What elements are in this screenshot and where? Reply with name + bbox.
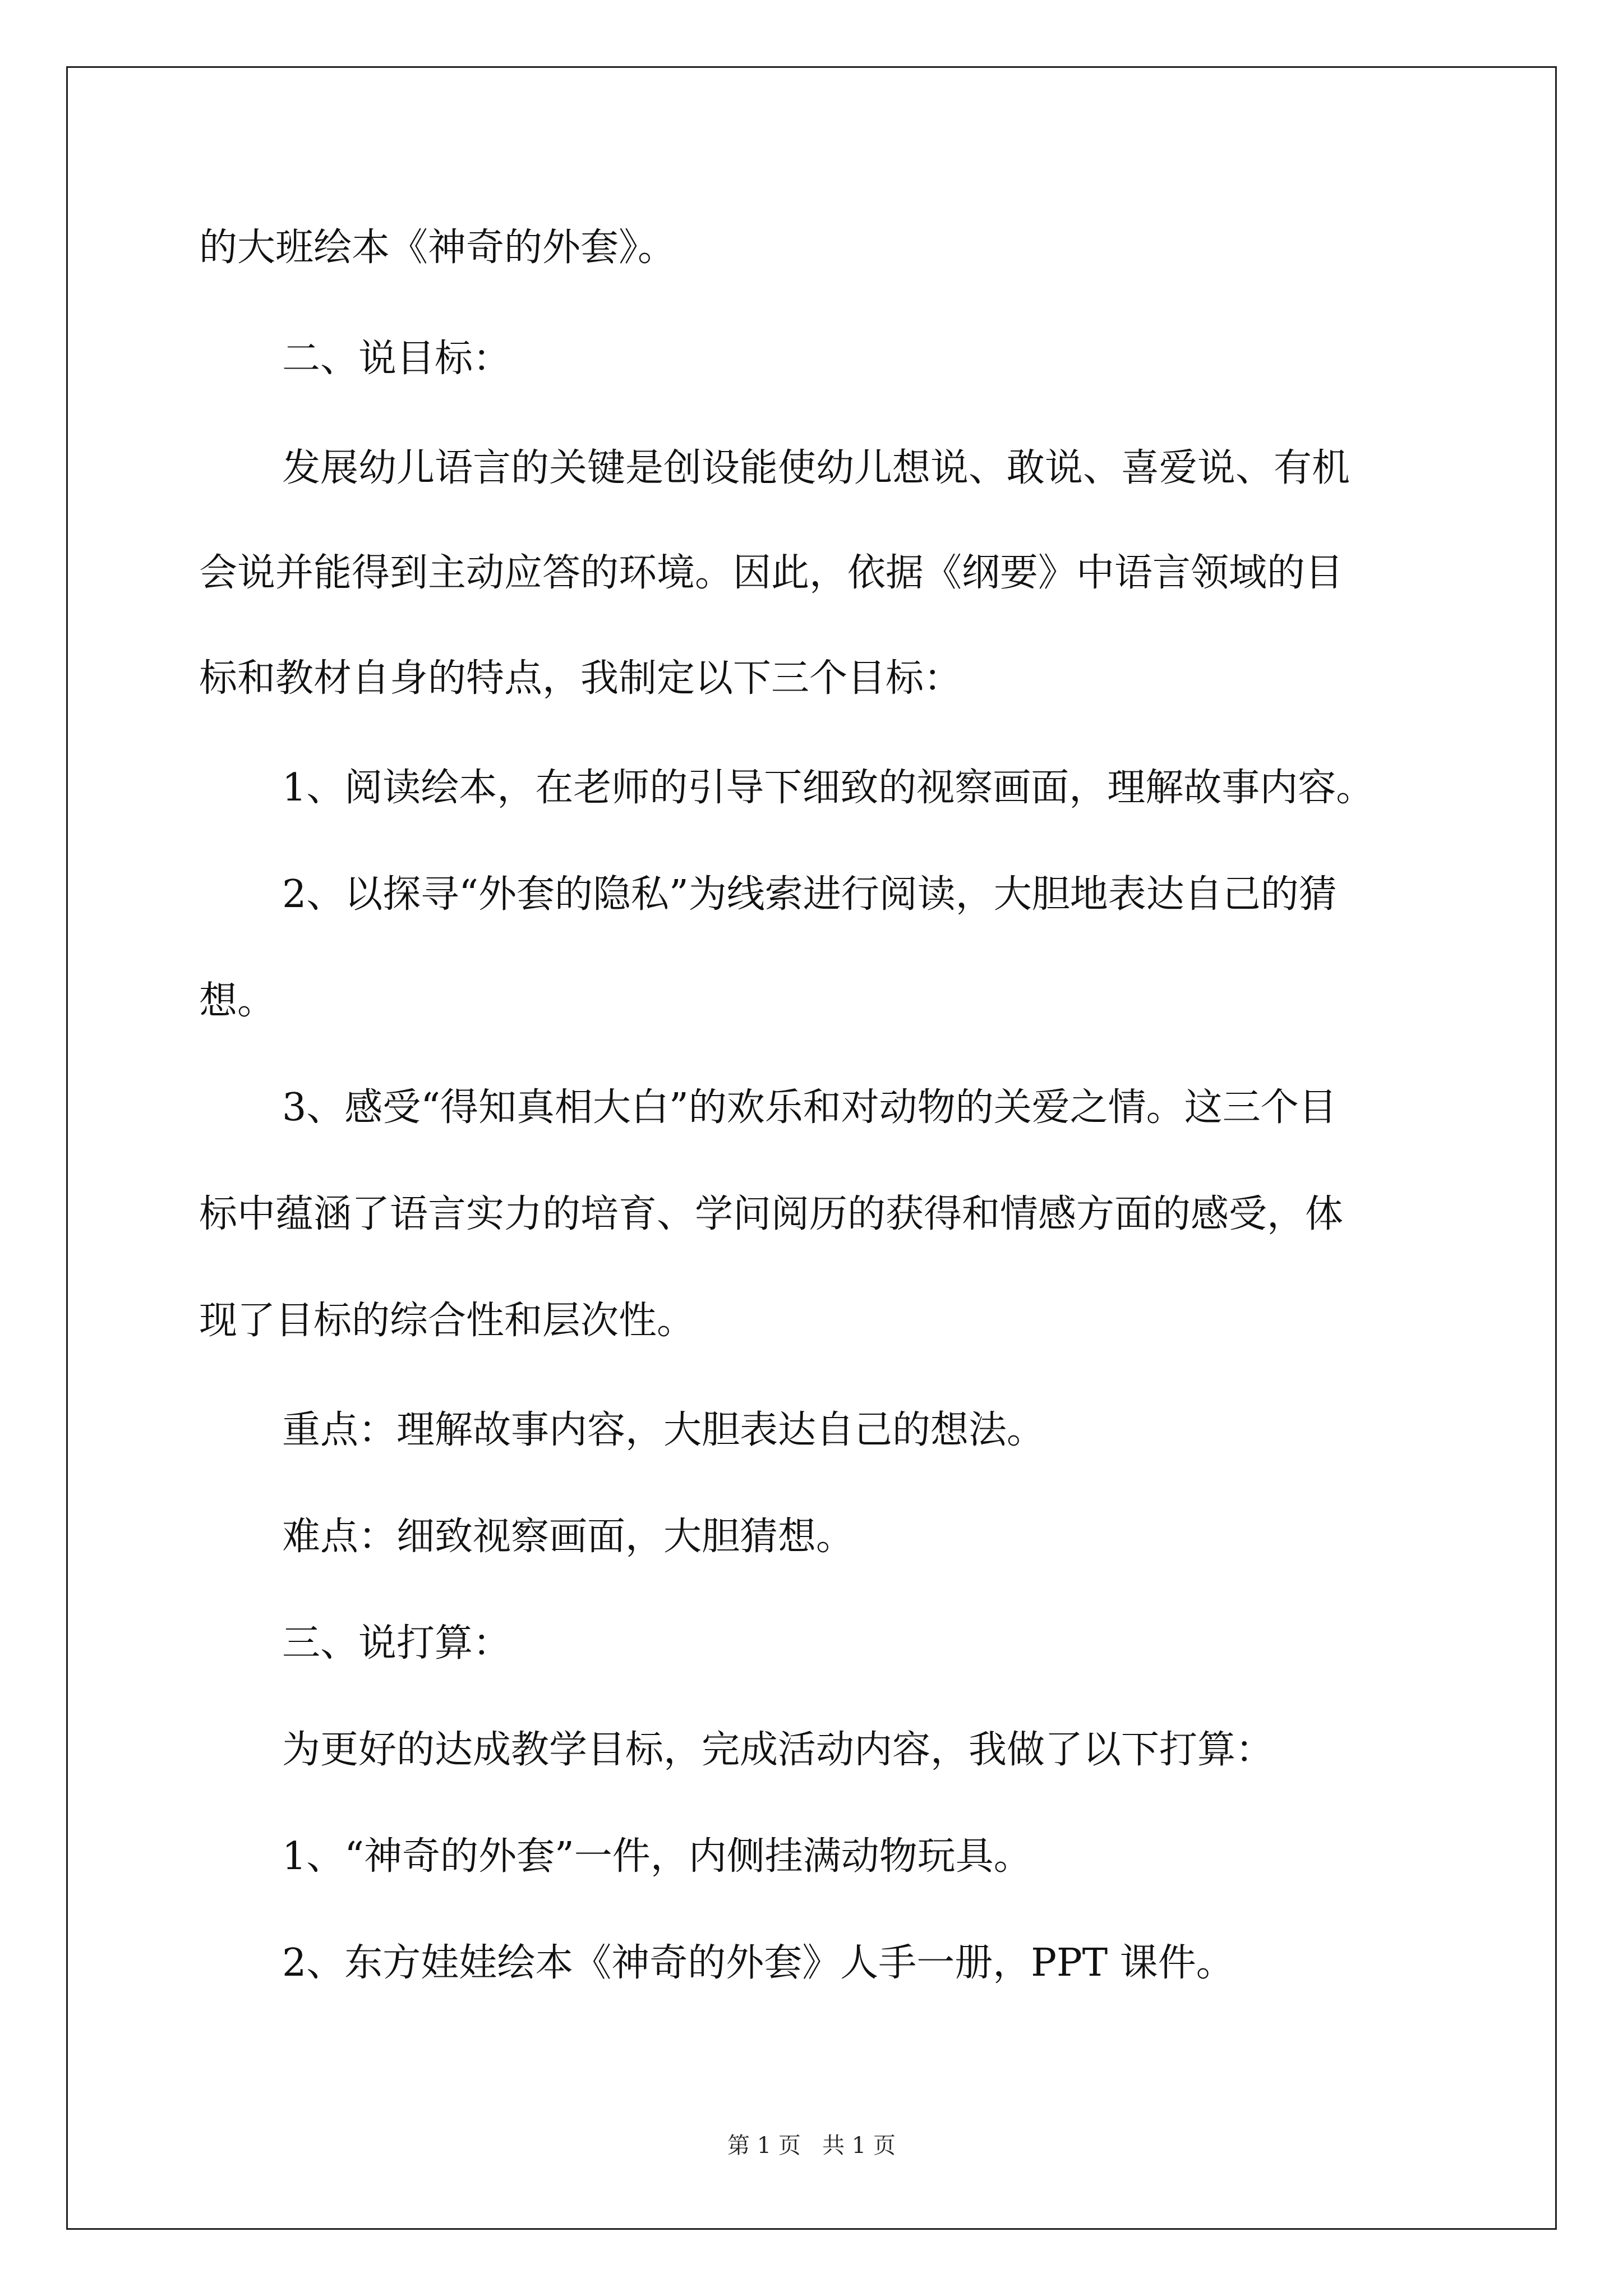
text-line: 1、阅读绘本，在老师的引导下细致的视察画面，理解故事内容。 — [282, 766, 1375, 810]
text-line: 标中蕴涵了语言实力的培育、学问阅历的获得和情感方面的感受，体 — [199, 1192, 1344, 1236]
section-heading: 二、说目标： — [282, 337, 511, 381]
section-heading: 三、说打算： — [282, 1621, 511, 1665]
text-line: 标和教材自身的特点，我制定以下三个目标： — [199, 656, 962, 701]
text-line: 1、“神奇的外套”一件，内侧挂满动物玩具。 — [282, 1834, 1032, 1879]
text-line: 重点：理解故事内容，大胆表达自己的想法。 — [282, 1408, 1045, 1452]
text-line: 发展幼儿语言的关键是创设能使幼儿想说、敢说、喜爱说、有机 — [282, 446, 1350, 490]
page-footer: 第 1 页 共 1 页 — [727, 2133, 896, 2159]
text-line: 会说并能得到主动应答的环境。因此，依据《纲要》中语言领域的目 — [199, 551, 1344, 595]
text-line: 难点：细致视察画面，大胆猜想。 — [282, 1515, 855, 1559]
text-line: 为更好的达成教学目标，完成活动内容，我做了以下打算： — [282, 1728, 1274, 1772]
text-line: 2、东方娃娃绘本《神奇的外套》人手一册，PPT 课件。 — [282, 1941, 1234, 1985]
text-line: 的大班绘本《神奇的外套》。 — [199, 226, 676, 270]
page-border — [66, 66, 1557, 2230]
text-line: 现了目标的综合性和层次性。 — [199, 1299, 695, 1343]
text-line: 想。 — [199, 979, 276, 1023]
text-line: 2、以探寻“外套的隐私”为线索进行阅读，大胆地表达自己的猜 — [282, 872, 1337, 917]
text-line: 3、感受“得知真相大白”的欢乐和对动物的关爱之情。这三个目 — [282, 1085, 1337, 1130]
